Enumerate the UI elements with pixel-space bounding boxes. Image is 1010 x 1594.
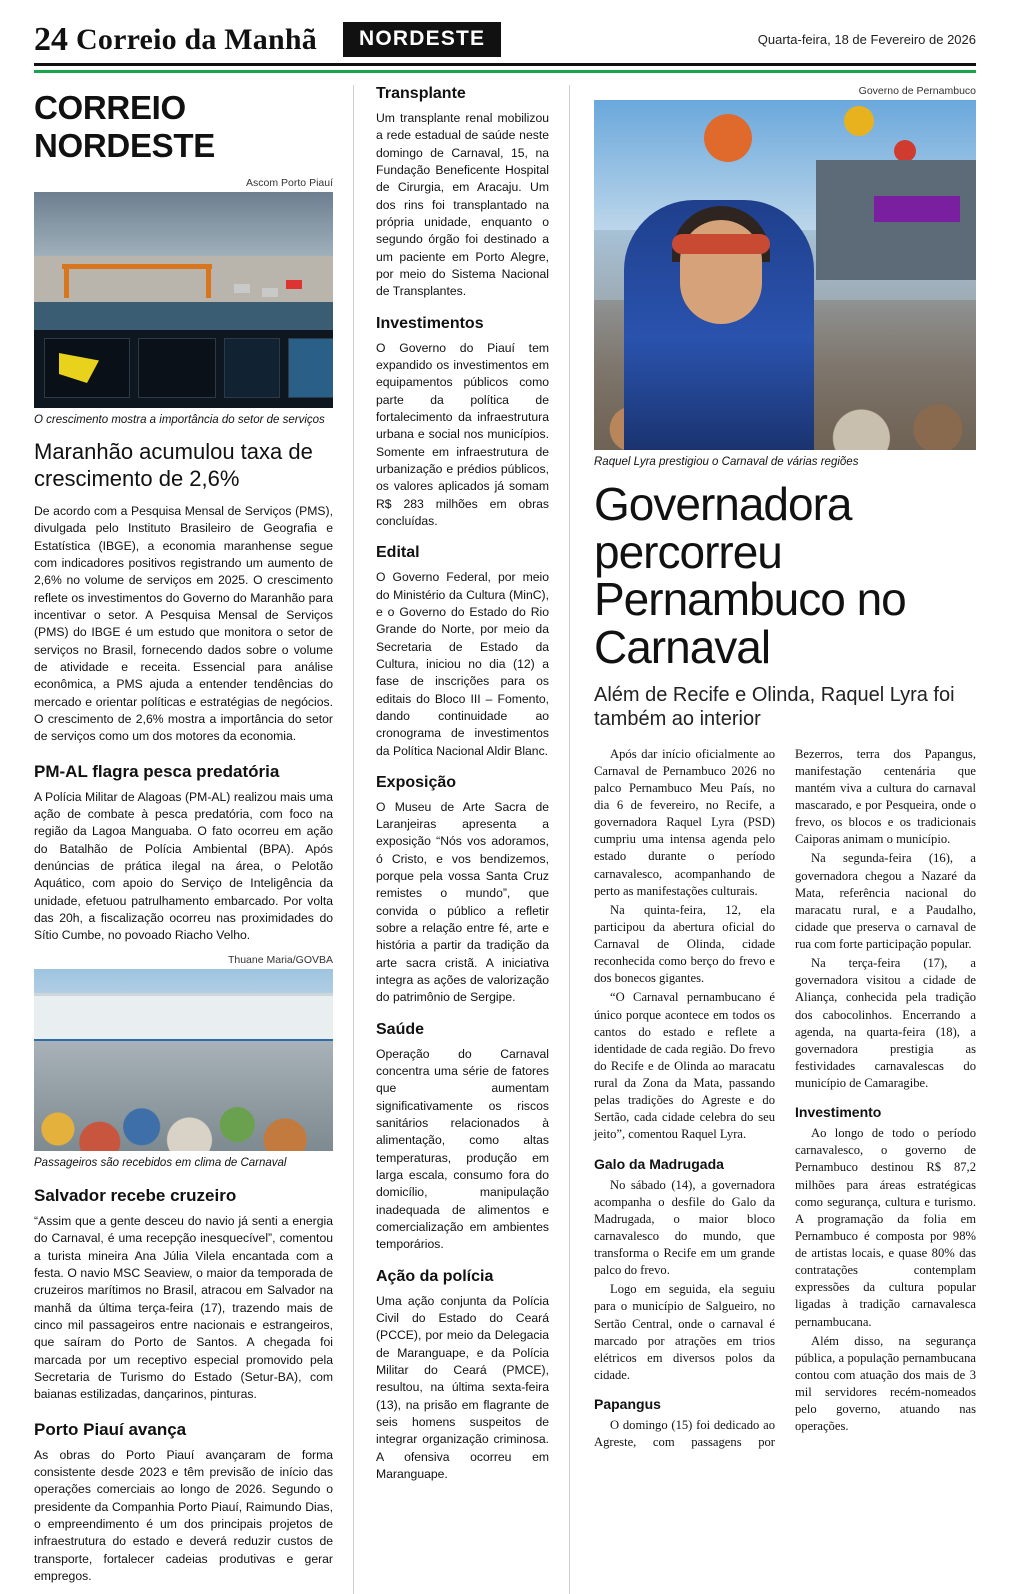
brief-title-3: Exposição — [376, 773, 457, 791]
brief-title-4: Saúde — [376, 1020, 425, 1038]
feature-papangus-p1: Na segunda-feira (16), a governadora chegou a Nazaré da Mata, referência nacional do maracatu rural, e a Paudalho, cidade que preserva o carnaval de rua com forte participação popular. — [795, 851, 976, 952]
brief-text-5: Uma ação conjunta da Polícia Civil do Estado do Ceará (PCCE), por meio da Delegacia de Maranguape, e da Polícia Militar do Ceará (PMCE), resultou, na última sexta-feira (13), na prisão em flagrante de seis homens suspeitos de integrar organização criminosa. A ofensiva ocorreu em Maranguape. — [376, 1293, 549, 1481]
page-body — [34, 85, 976, 1583]
article-lead-left: De acordo com a Pesquisa Mensal de Serviços (PMS), divulgada pelo Instituto Brasileiro de Geografia e Estatística (IBGE), a economia maranhense segue com indicadores positivos registrando um aumento de 2,6% no volume de serviços em 2025. O crescimento reflete os investimentos do Governo do Maranhão para incentivar o setor. A Pesquisa Mensal de Serviços (PMS) do IBGE é um estudo que monitora o setor de serviços no Brasil, fornecendo dados sobre o volume de atividade e receita. Essencial para análise econômica, a PMS ajuda a entender tendências do mercado e orientar políticas e estratégias de negócios. O crescimento de 2,6% mostra a importância do setor de serviços como um dos motores da economia. — [34, 504, 333, 744]
subhead-cruzeiro: Salvador recebe cruzeiro — [34, 1185, 237, 1205]
column-middle-briefs — [376, 85, 570, 1594]
feature-investimento-p0: Ao longo de todo o período carnavalesco, o governo de Pernambuco destinou R$ 87,2 milhões para áreas estratégicas como segurança, cultura e turismo. A programação da folia em Pernambuco é composta por 98% de artistas locais, e quase 80% das contratações contemplam expressões da cultura popular ligadas à tradição carnavalesca pernambucana. — [795, 1126, 976, 1329]
feature-deck: Além de Recife e Olinda, Raquel Lyra foi também ao interior — [594, 683, 955, 731]
masthead — [34, 22, 976, 66]
feature-body — [594, 746, 976, 1452]
issue-date: Quarta-feira, 18 de Fevereiro de 2026 — [757, 32, 976, 47]
paragraph-pesca: A Polícia Militar de Alagoas (PM-AL) realizou mais uma ação de combate à pesca predatória, com foco na região da Lagoa Manguaba. O fato ocorreu em ação do Batalhão de Polícia Ambiental (BPA). Após denúncias de prática ilegal na área, o Pelotão Aquático, com apoio do Serviço de Inteligência da unidade, efetuou patrulhamento embarcado. Por volta das 20h, a fiscalização ocorreu nas proximidades do Sítio Cumbe, no povoado Riacho Velho. — [34, 789, 333, 943]
hero-photo-credit: Governo de Pernambuco — [858, 85, 976, 97]
page-number: 24 — [34, 20, 68, 58]
brief-text-4: Operação do Carnaval concentra uma série de fatores que aumentam significativamente os riscos sanitários relacionados à alimentação, como altas temperaturas, produção em larga escala, consumo fora do domicílio, manipulação inadequada de alimentos e comercialização em ambientes temporários. — [376, 1046, 549, 1252]
column-right-feature — [592, 85, 976, 1594]
feature-paragraph-1: Na quinta-feira, 12, ela participou da abertura oficial do Carnaval de Olinda, cidade reconhecida como berço do frevo e dos bonecos gigantes. — [594, 902, 775, 986]
paper-title: Correio da Manhã — [76, 22, 317, 56]
paragraph-cruzeiro: “Assim que a gente desceu do navio já senti a energia do Carnaval, é uma recepção inesquecível”, comentou a turista mineira Ana Júlia Vilela encantada com a festa. O navio MSC Seaview, o maior da temporada de cruzeiros marítimos no Brasil, atracou em Salvador na manhã da última terça-feira (17), trazendo mais de cinco mil passageiros entre nacionais e estrangeiros, que saíram do Porto de Santos. A chegada foi marcada por um receptivo especial promovido pela Secretaria de Turismo do Estado (Setur-BA), com baianas estilizadas, dançarinos, pinturas. — [34, 1213, 333, 1402]
feature-subhead-investimento: Investimento — [795, 1104, 882, 1121]
section-kicker: CORREIO NORDESTE — [34, 89, 215, 164]
accent-rule — [34, 70, 976, 73]
brief-title-5: Ação da polícia — [376, 1267, 494, 1285]
feature-papangus-p0: O domingo (15) foi dedicado ao Agreste, com passagens por Bezerros, terra dos Papangus, manifestação centenária que mantém viva a cultura do carnaval mascarado, e por Pesqueira, onde o frevo, os blocos e os tradicionais Caiporas animam o município. — [594, 746, 976, 1450]
photo-cruise-welcome — [34, 969, 333, 1151]
brief-text-1: O Governo do Piauí tem expandido os investimentos em equipamentos públicos como parte da política de fortalecimento da infraestrutura urbana e social nos municípios. Somente em infraestrutura de urbanização e prédios públicos, os valores aplicados já somam R$ 283 milhões em obras concluídas. — [376, 340, 549, 528]
subhead-porto: Porto Piauí avança — [34, 1419, 187, 1439]
feature-investimento-p1: Além disso, na segurança pública, a população pernambucana contou com atuação dos mais de 3 mil servidores recém-nomeados pelo governo, atuando nas operações. — [795, 1333, 976, 1434]
brief-title-1: Investimentos — [376, 314, 484, 332]
article-headline-left: Maranhão acumulou taxa de crescimento de 2,6% — [34, 439, 313, 492]
brief-title-2: Edital — [376, 544, 420, 562]
photo-port-operations — [34, 192, 333, 408]
brief-text-3: O Museu de Arte Sacra de Laranjeiras apresenta a exposição “Nós vos adoramos, ó Cristo, e vos bendizemos, porque pela vossa Santa Cruz remistes o mundo”, que convida o público a refletir sobre a relação entre fé, arte e história a partir da tradição da arte sacra cristã. A iniciativa integra as ações de valorização do patrimônio de Sergipe. — [376, 799, 549, 1005]
column-left — [34, 85, 354, 1594]
hero-photo-caption: Raquel Lyra prestigiou o Carnaval de várias regiões — [594, 456, 859, 468]
feature-headline: Governadora percorreu Pernambuco no Carnaval — [594, 478, 906, 673]
section-badge: NORDESTE — [343, 22, 501, 57]
brief-text-0: Um transplante renal mobilizou a rede estadual de saúde neste domingo de Carnaval, 15, na Fundação Beneficente Hospital de Cirurgia, em Aracaju. Um dos rins foi transplantado na própria unidade, enquanto o segundo órgão foi destinado a um paciente em Porto Alegre, por meio do Sistema Nacional de Transplantes. — [376, 111, 549, 299]
feature-galo-p0: No sábado (14), a governadora acompanha o desfile do Galo da Madrugada, o maior bloco carnavalesco do mundo, que transforma o Recife em um grande palco do frevo. — [594, 1177, 775, 1278]
feature-galo-p1: Logo em seguida, ela seguiu para o município de Salgueiro, no Sertão Central, onde o carnaval é marcado por atrações em trios elétricos em diversos polos da cidade. — [594, 1282, 775, 1382]
photo-governor-carnival — [594, 100, 976, 450]
feature-paragraph-2: “O Carnaval pernambucano é único porque acontece em todos os cantos do estado e reflete a identidade de cada região. Do frevo do Recife e de Olinda ao maracatu rural da Zona da Mata, passando pelas tradições do Agreste e do Sertão, cada cidade celebra do seu jeito”, comentou Raquel Lyra. — [594, 990, 775, 1142]
brief-title-0: Transplante — [376, 85, 466, 102]
subhead-pesca: PM-AL flagra pesca predatória — [34, 761, 280, 781]
feature-subhead-papangus: Papangus — [594, 1396, 661, 1413]
photo-caption-2: Passageiros são recebidos em clima de Carnaval — [34, 1156, 287, 1169]
photo-caption-1: O crescimento mostra a importância do setor de serviços — [34, 414, 325, 426]
photo-credit-1: Ascom Porto Piauí — [246, 177, 333, 189]
feature-papangus-p2: Na terça-feira (17), a governadora visitou a cidade de Aliança, conhecida pela tradição dos cabocolinhos. Encerrando a agenda, na quarta-feira (18), a governadora prestigia as festividades carnavalescas do município de Camaragibe. — [795, 956, 976, 1091]
brief-text-2: O Governo Federal, por meio do Ministério da Cultura (MinC), e o Governo do Estado do Rio Grande do Norte, por meio da Secretaria de Estado da Cultura, iniciou no dia (12) a fase de inscrições para os editais do Bloco III – Fomento, dando continuidade ao cronograma de investimentos da Política Nacional Aldir Blanc. — [376, 570, 549, 758]
feature-subhead-galo: Galo da Madrugada — [594, 1155, 724, 1172]
feature-paragraph-0: Após dar início oficialmente ao Carnaval de Pernambuco 2026 no palco Pernambuco Meu País, no dia 6 de fevereiro, no Recife, a governadora Raquel Lyra (PSD) cumpriu uma intensa agenda pelo estado durante o período carnavalesco, acompanhando de perto as manifestações culturais. — [594, 746, 775, 898]
paragraph-porto: As obras do Porto Piauí avançaram de forma consistente desde 2023 e têm previsão de início das operações comerciais ao longo de 2026. Segundo o presidente da Companhia Porto Piauí, Raimundo Dias, o empreendimento é um dos principais projetos de infraestrutura do estado e deverá reduzir custos de transporte, fortalecer cadeias produtivas e gerar empregos. — [34, 1447, 333, 1583]
photo-credit-2: Thuane Maria/GOVBA — [227, 953, 333, 966]
